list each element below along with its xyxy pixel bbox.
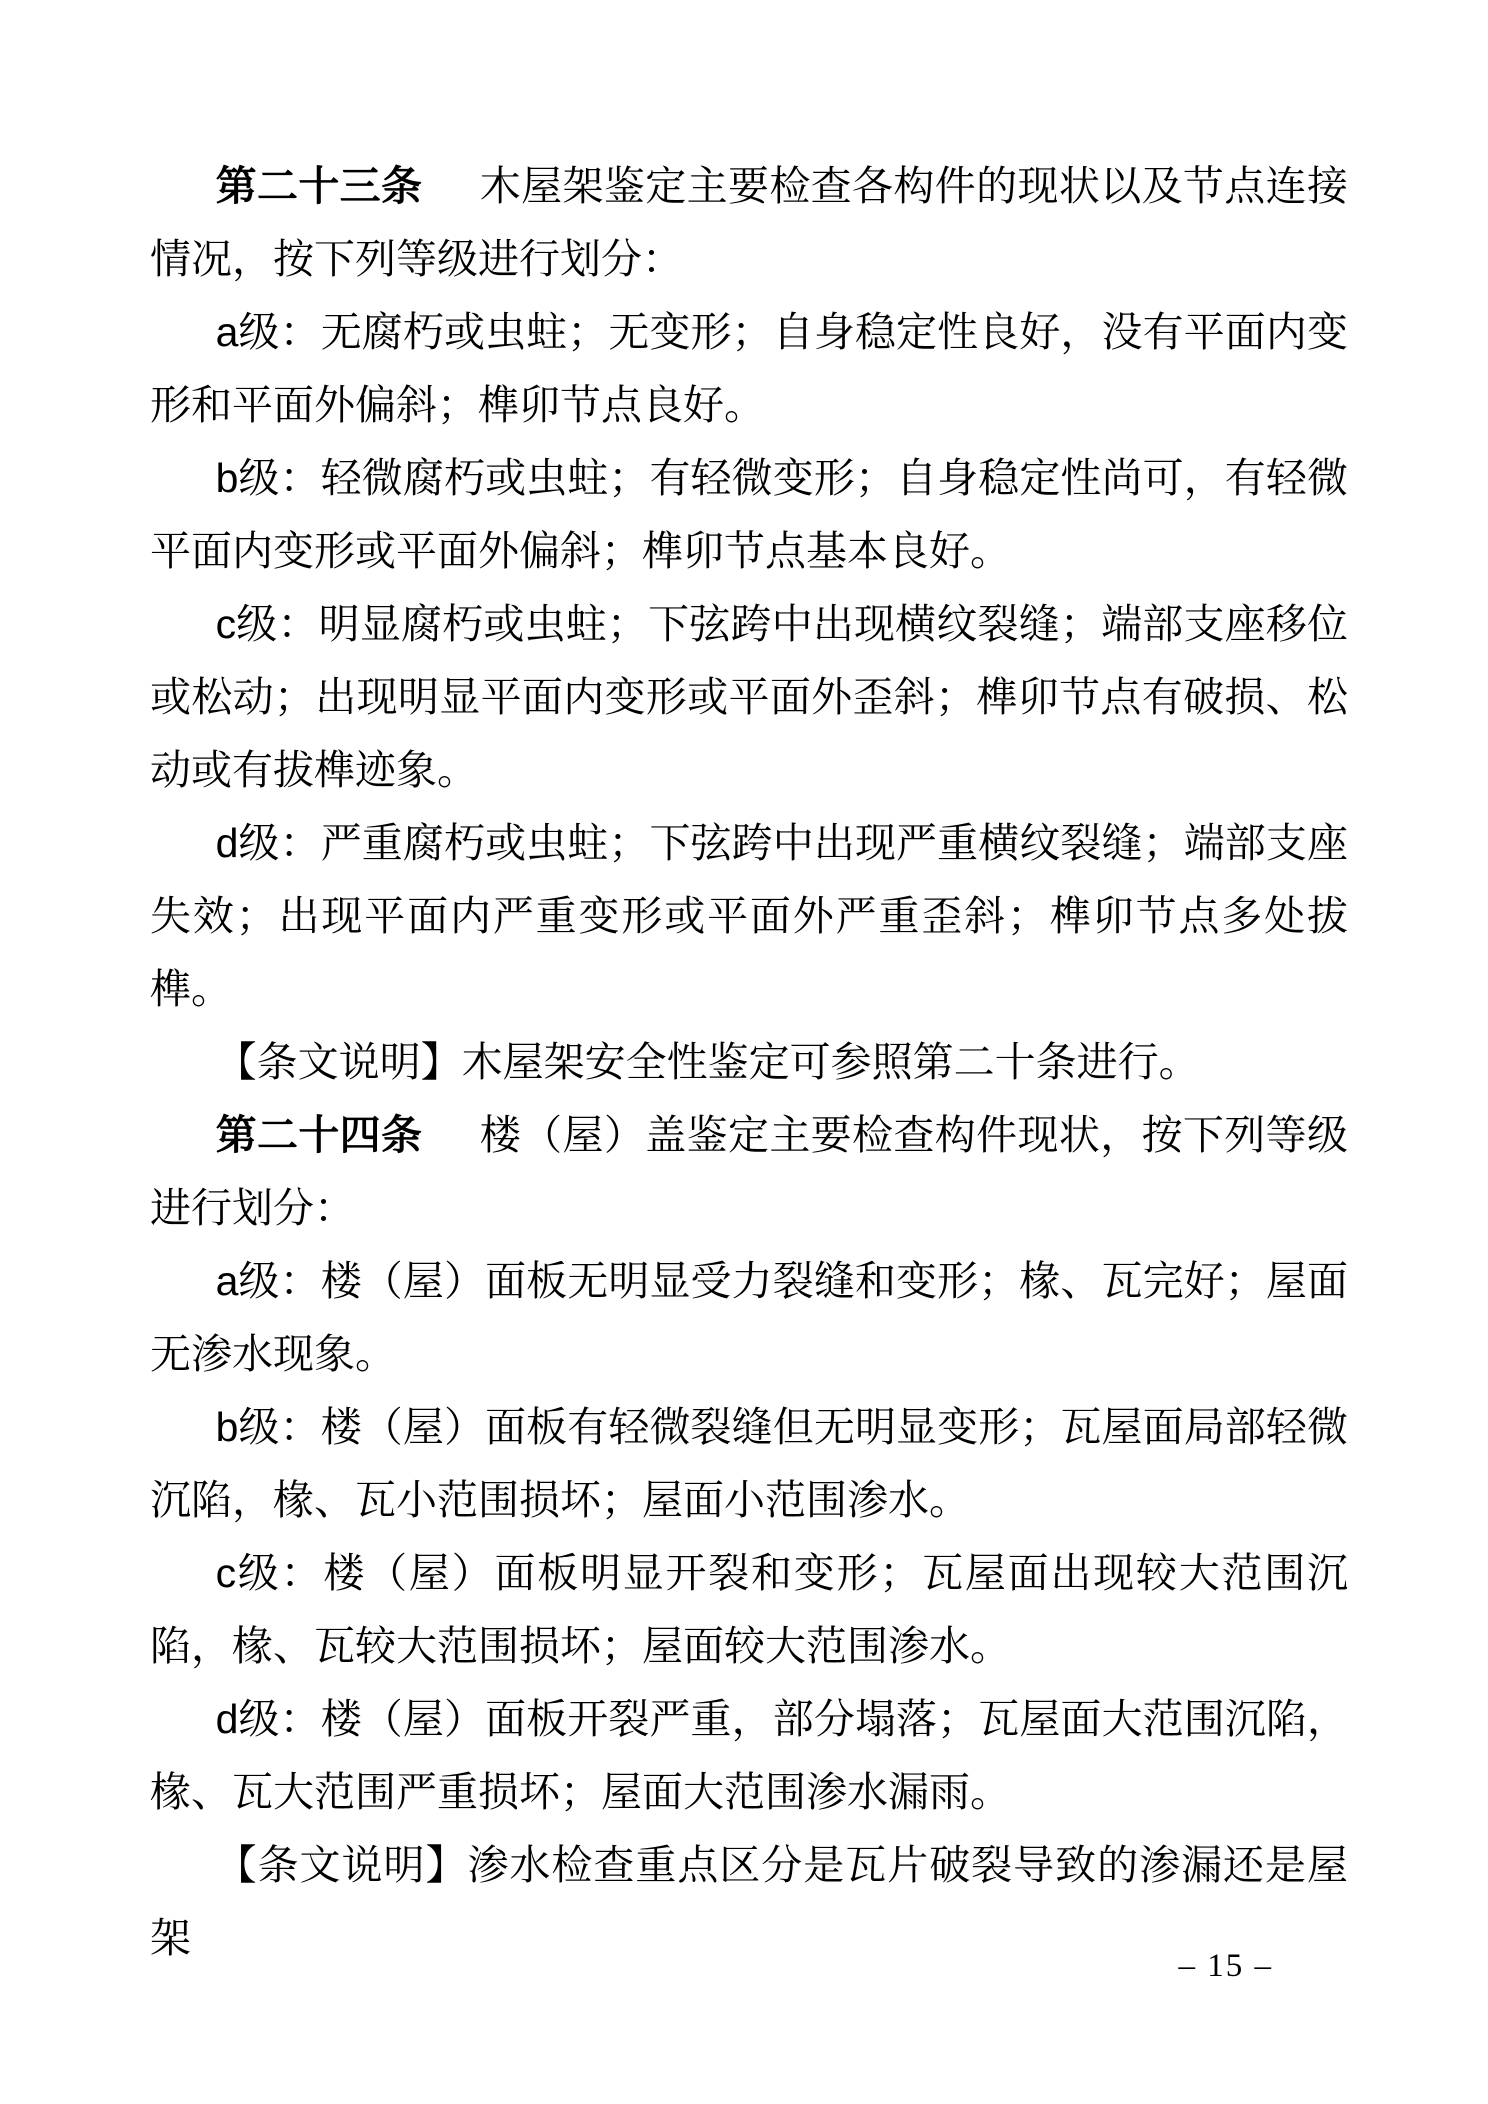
grade-c-letter: c — [215, 1550, 237, 1596]
article-24-opening-paragraph — [150, 1099, 1348, 1245]
grade-b-letter: b — [215, 1404, 239, 1450]
grade-a-text: 级：无腐朽或虫蛀；无变形；自身稳定性良好，没有平面内变形和平面外偏斜；榫卯节点良好。 — [150, 309, 1348, 428]
grade-a-letter: a — [215, 309, 239, 355]
page-number: – 15 – — [1178, 1948, 1273, 1984]
grade-d-text: 级：严重腐朽或虫蛀；下弦跨中出现严重横纹裂缝；端部支座失效；出现平面内严重变形或平面外严重歪斜；榫卯节点多处拔榫。 — [150, 820, 1348, 1012]
grade-d-letter: d — [215, 1696, 239, 1742]
grade-d-letter: d — [215, 820, 239, 866]
grade-b-text: 级：楼（屋）面板有轻微裂缝但无明显变形；瓦屋面局部轻微沉陷，椽、瓦小范围损坏；屋面小范围渗水。 — [150, 1404, 1348, 1523]
article-23-grade-c-paragraph — [150, 588, 1348, 807]
article-23-opening-paragraph — [150, 150, 1348, 296]
grade-d-text: 级：楼（屋）面板开裂严重，部分塌落；瓦屋面大范围沉陷，椽、瓦大范围严重损坏；屋面大范围渗水漏雨。 — [150, 1696, 1348, 1815]
article-24-lead-text: 楼（屋）盖鉴定主要检查构件现状，按下列等级进行划分： — [150, 1112, 1349, 1231]
page-footer — [1179, 1948, 1274, 1985]
article-24-number: 第二十四条 — [215, 1112, 423, 1158]
grade-a-text: 级：楼（屋）面板无明显受力裂缝和变形；椽、瓦完好；屋面无渗水现象。 — [150, 1258, 1348, 1377]
article-24-grade-b-paragraph — [150, 1391, 1348, 1537]
document-body — [150, 150, 1348, 1975]
article-23-note-text: 【条文说明】木屋架安全性鉴定可参照第二十条进行。 — [215, 1039, 1200, 1085]
grade-b-text: 级：轻微腐朽或虫蛀；有轻微变形；自身稳定性尚可，有轻微平面内变形或平面外偏斜；榫卯节点基本良好。 — [150, 455, 1348, 574]
article-24-commentary-note — [150, 1829, 1348, 1975]
article-24-note-text: 【条文说明】渗水检查重点区分是瓦片破裂导致的渗漏还是屋架 — [150, 1842, 1348, 1961]
article-23-grade-a-paragraph — [150, 296, 1348, 442]
article-24-grade-d-paragraph — [150, 1683, 1348, 1829]
article-23-commentary-note — [150, 1026, 1348, 1099]
article-23-grade-d-paragraph — [150, 807, 1348, 1026]
article-23-lead-text: 木屋架鉴定主要检查各构件的现状以及节点连接情况，按下列等级进行划分： — [150, 163, 1349, 282]
article-23-grade-b-paragraph — [150, 442, 1348, 588]
grade-c-letter: c — [215, 601, 237, 647]
grade-c-text: 级：楼（屋）面板明显开裂和变形；瓦屋面出现较大范围沉陷，椽、瓦较大范围损坏；屋面较大范围渗水。 — [150, 1550, 1348, 1669]
article-24-grade-c-paragraph — [150, 1537, 1348, 1683]
article-24-grade-a-paragraph — [150, 1245, 1348, 1391]
grade-a-letter: a — [215, 1258, 239, 1304]
grade-b-letter: b — [215, 455, 239, 501]
grade-c-text: 级：明显腐朽或虫蛀；下弦跨中出现横纹裂缝；端部支座移位或松动；出现明显平面内变形或平面外歪斜；榫卯节点有破损、松动或有拔榫迹象。 — [150, 601, 1348, 793]
article-23-number: 第二十三条 — [215, 163, 423, 209]
